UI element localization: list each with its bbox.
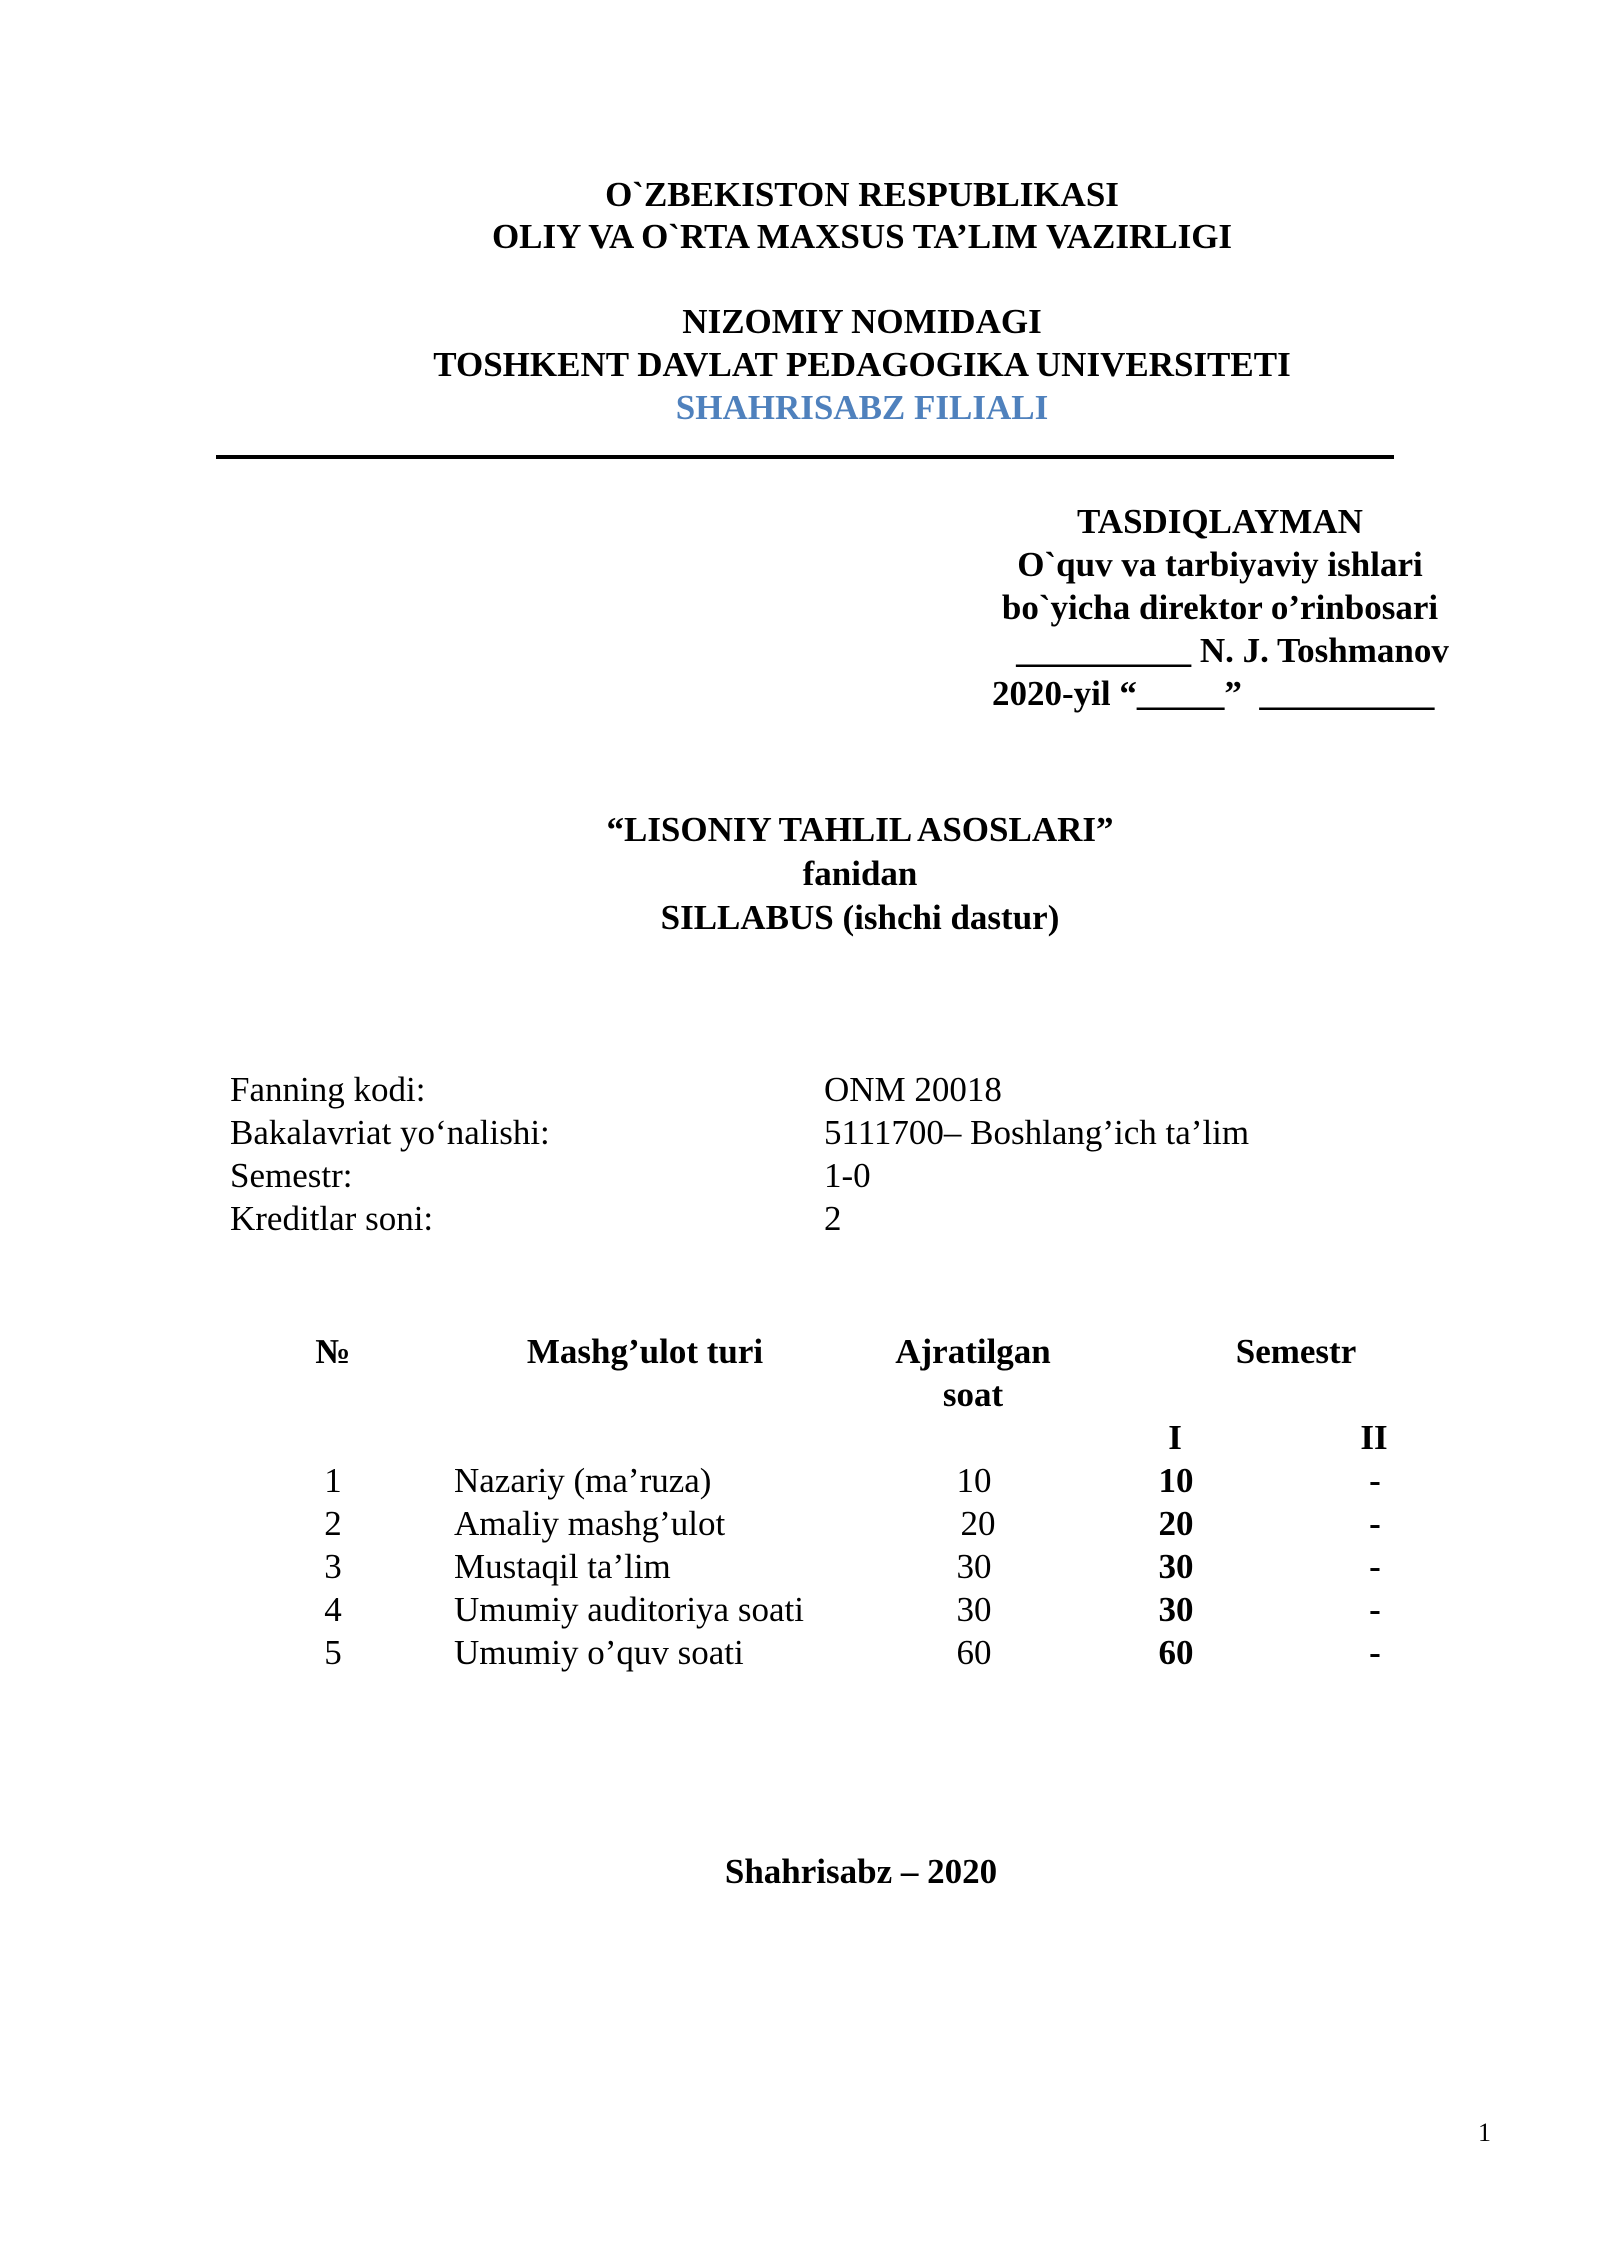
header-semester: Semestr (1235, 1332, 1357, 1371)
city-year: Shahrisabz – 2020 (724, 1852, 998, 1891)
header-semester-2: II (1360, 1418, 1388, 1457)
header-ministry: OLIY VA O`RTA MAXSUS TA’LIM VAZIRLIGI (491, 217, 1233, 256)
info-value: 1-0 (824, 1156, 871, 1195)
row-semester-2: - (1369, 1590, 1381, 1629)
info-value: ONM 20018 (824, 1070, 1002, 1109)
info-label: Fanning kodi: (230, 1070, 426, 1109)
row-semester-2: - (1369, 1633, 1381, 1672)
info-label: Kreditlar soni: (230, 1199, 434, 1238)
approval-title: TASDIQLAYMAN (1077, 502, 1363, 541)
approval-date: 2020-yil “_____” __________ (992, 674, 1435, 713)
row-hours: 20 (960, 1504, 996, 1543)
row-hours: 30 (956, 1547, 992, 1586)
row-hours: 30 (956, 1590, 992, 1629)
course-title: “LISONIY TAHLIL ASOSLARI” (606, 810, 1114, 849)
row-semester-1: 60 (1158, 1633, 1194, 1672)
header-semester-1: I (1168, 1418, 1182, 1457)
header-session-type: Mashg’ulot turi (526, 1332, 764, 1371)
row-semester-2: - (1369, 1547, 1381, 1586)
approval-signature: __________ N. J. Toshmanov (1016, 631, 1449, 670)
row-semester-2: - (1369, 1461, 1381, 1500)
info-label: Semestr: (230, 1156, 353, 1195)
header-branch: SHAHRISABZ FILIALI (675, 388, 1049, 427)
row-semester-1: 30 (1158, 1547, 1194, 1586)
row-session-type: Amaliy mashg’ulot (454, 1504, 726, 1543)
header-university: TOSHKENT DAVLAT PEDAGOGIKA UNIVERSITETI (433, 345, 1291, 384)
info-value: 5111700– Boshlang’ich ta’lim (824, 1113, 1250, 1152)
header-named-after: NIZOMIY NOMIDAGI (682, 302, 1042, 341)
row-hours: 10 (956, 1461, 992, 1500)
row-semester-1: 10 (1158, 1461, 1194, 1500)
row-session-type: Nazariy (ma’ruza) (454, 1461, 712, 1500)
row-session-type: Mustaqil ta’lim (454, 1547, 671, 1586)
row-semester-1: 30 (1158, 1590, 1194, 1629)
page-number: 1 (1478, 2118, 1491, 2147)
header-divider (216, 455, 1394, 459)
header-hours-line2: soat (942, 1375, 1004, 1414)
row-num: 2 (324, 1504, 342, 1543)
approval-role-line1: O`quv va tarbiyaviy ishlari (1017, 545, 1423, 584)
header-republic: O`ZBEKISTON RESPUBLIKASI (605, 175, 1119, 214)
header-num: № (315, 1332, 351, 1371)
row-num: 4 (324, 1590, 342, 1629)
row-session-type: Umumiy auditoriya soati (454, 1590, 804, 1629)
row-hours: 60 (956, 1633, 992, 1672)
row-num: 1 (324, 1461, 342, 1500)
document-title-block (0, 808, 1600, 940)
row-num: 3 (324, 1547, 342, 1586)
approval-block (960, 500, 1480, 715)
row-num: 5 (324, 1633, 342, 1672)
row-semester-2: - (1369, 1504, 1381, 1543)
info-label: Bakalavriat yo‘nalishi: (230, 1113, 550, 1152)
row-session-type: Umumiy o’quv soati (454, 1633, 744, 1672)
header-hours-line1: Ajratilgan (895, 1332, 1051, 1371)
info-value: 2 (824, 1199, 842, 1238)
document-type: SILLABUS (ishchi dastur) (660, 898, 1060, 937)
approval-role-line2: bo`yicha direktor o’rinbosari (1001, 588, 1439, 627)
course-subject-word: fanidan (802, 854, 918, 893)
row-semester-1: 20 (1158, 1504, 1194, 1543)
